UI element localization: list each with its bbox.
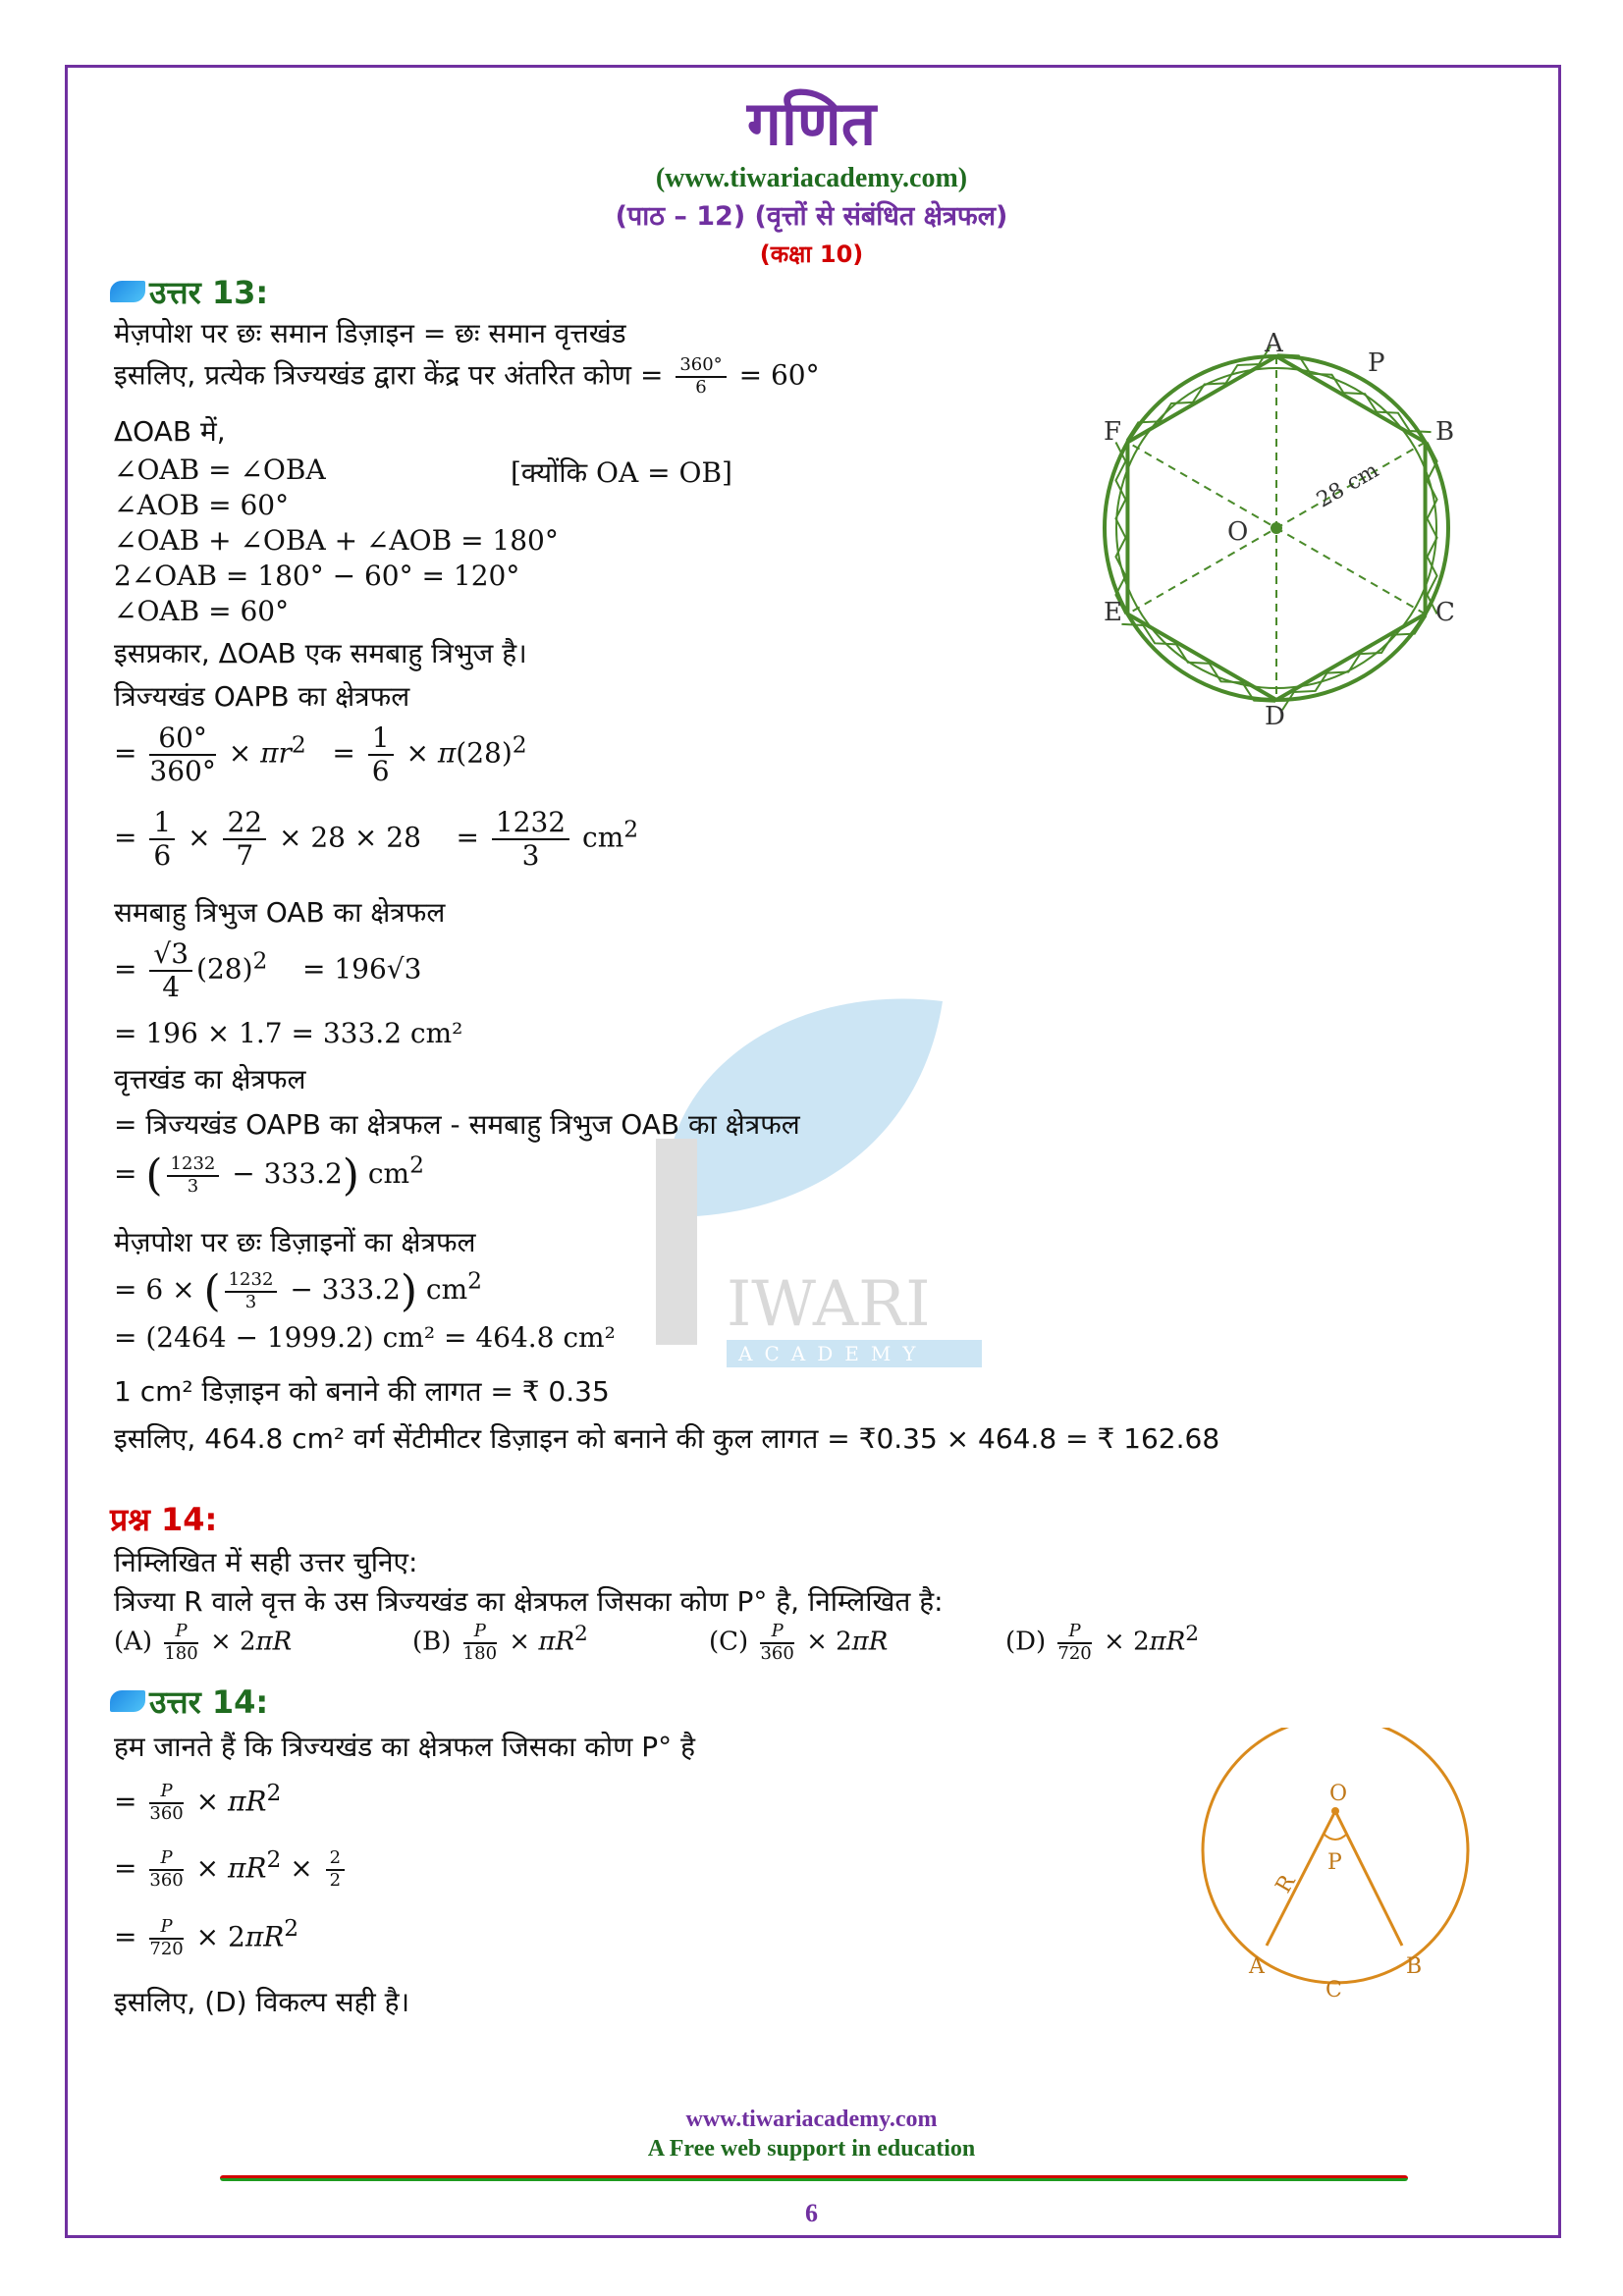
answer-14-heading: उत्तर 14: <box>110 1681 268 1723</box>
a13-line-1: मेज़पोश पर छः समान डिज़ाइन = छः समान वृत्तखंड <box>114 317 626 349</box>
option-c: (C) $\frac{P}{360}$ × 2πR <box>709 1621 889 1664</box>
chapter-title: (पाठ – 12) (वृत्तों से संबंधित क्षेत्रफल) <box>615 201 1008 232</box>
a14-step-2: = $\frac{P}{360}$ × $\pi R^2$ × $\frac{2}{2}$ <box>114 1845 349 1892</box>
a13-reason: [क्योंकि OA = OB] <box>511 456 732 489</box>
a14-intro: हम जानते हैं कि त्रिज्यखंड का क्षेत्रफल जिसका कोण P° है <box>114 1731 695 1763</box>
a13-line-3: ΔOAB में, <box>114 415 226 448</box>
class-label: (कक्षा 10) <box>759 240 864 268</box>
a13-line-16: = (2464 − 1999.2) cm² = 464.8 cm² <box>114 1321 616 1354</box>
a13-line-10: त्रिज्यखंड OAPB का क्षेत्रफल <box>114 680 410 713</box>
option-a: (A) $\frac{P}{180}$ × 2πR <box>114 1621 293 1664</box>
sector-area-value: = $\frac{1}{6}$ × $\frac{22}{7}$ × 28 × 28 = $\frac{1232}{3}$ $cm^2$ <box>114 806 639 873</box>
label-B: B <box>1406 1954 1423 1979</box>
watermark-text: IWARI <box>727 1268 931 1341</box>
label-A: A <box>1249 1954 1265 1979</box>
segment-area-value: = ( $\frac{1232}{3}$ − 333.2) $cm^2$ <box>114 1150 424 1201</box>
a14-step-3: = $\frac{P}{720}$ × $2\pi R^2$ <box>114 1914 299 1959</box>
a13-line-15: मेज़पोश पर छः डिज़ाइनों का क्षेत्रफल <box>114 1226 476 1258</box>
label-B: B <box>1435 417 1455 447</box>
center-point <box>1272 524 1280 532</box>
a13-line-2: इसलिए, प्रत्येक त्रिज्यखंड द्वारा केंद्र पर अंतरित कोण = $\frac{360^\circ}{6}$ = 60° <box>114 354 820 398</box>
a13-line-8: ∠OAB = 60° <box>114 595 290 627</box>
label-D: D <box>1265 702 1285 731</box>
option-d: (D) $\frac{P}{720}$ × $2\pi R^2$ <box>1005 1621 1200 1664</box>
page-title: गणित <box>746 87 877 159</box>
a13-line-9: इसप्रकार, ΔOAB एक समबाहु त्रिभुज है। <box>114 637 527 669</box>
footer-website[interactable]: www.tiwariacademy.com <box>685 2107 938 2132</box>
a14-step-1: = $\frac{P}{360}$ × $\pi R^2$ <box>114 1779 282 1824</box>
a13-line-13: वृत्तखंड का क्षेत्रफल <box>114 1063 306 1095</box>
a13-line-12: = 196 × 1.7 = 333.2 cm² <box>114 1017 463 1049</box>
label-radius: 28 cm <box>1313 457 1383 513</box>
designs-area-formula: = 6 × ( $\frac{1232}{3}$ − 333.2) $cm^2$ <box>114 1266 482 1316</box>
watermark-subtext: ACADEMY <box>738 1342 928 1365</box>
a13-line-5: ∠AOB = 60° <box>114 489 290 521</box>
label-R: R <box>1271 1871 1301 1897</box>
a13-line-14: = त्रिज्यखंड OAPB का क्षेत्रफल - समबाहु त्रिभुज OAB का क्षेत्रफल <box>114 1108 800 1141</box>
label-P: P <box>1368 348 1385 378</box>
footer-tagline: A Free web support in education <box>647 2136 976 2162</box>
a13-line-17: 1 cm² डिज़ाइन को बनाने की लागत = ₹ 0.35 <box>114 1375 610 1408</box>
label-O: O <box>1329 1782 1348 1806</box>
tiwari-logo-icon <box>110 281 145 302</box>
tiwari-logo-icon <box>110 1690 145 1712</box>
triangle-area-formula: = $\frac{√3}{4}$ $(28)^2$ = 196√3 <box>114 937 422 1004</box>
sector-area-formula: = $\frac{60^\circ}{360^\circ}$ × $\pi r^2$ = $\frac{1}{6}$ × $\pi(28)^2$ <box>114 721 527 788</box>
a13-line-11: समबाहु त्रिभुज OAB का क्षेत्रफल <box>114 896 446 929</box>
q14-text: त्रिज्या R वाले वृत्त के उस त्रिज्यखंड का क्षेत्रफल जिसका कोण P° है, निम्लिखित है: <box>114 1585 944 1618</box>
a13-line-18: इसलिए, 464.8 cm² वर्ग सेंटीमीटर डिज़ाइन को बनाने की कुल लागत = ₹0.35 × 464.8 = ₹ 162.68 <box>114 1422 1220 1455</box>
answer-13-heading: उत्तर 13: <box>110 271 268 313</box>
header-website[interactable]: (www.tiwariacademy.com) <box>655 163 968 193</box>
page-number: 6 <box>805 2199 818 2227</box>
label-C: C <box>1325 1978 1342 2002</box>
a13-line-7: 2∠OAB = 180° − 60° = 120° <box>114 560 520 592</box>
label-C: C <box>1435 598 1455 627</box>
a13-line-6: ∠OAB + ∠OBA + ∠AOB = 180° <box>114 524 559 557</box>
label-O: O <box>1227 517 1249 547</box>
q14-instruction: निम्लिखित में सही उत्तर चुनिए: <box>114 1546 418 1578</box>
a14-conclusion: इसलिए, (D) विकल्प सही है। <box>114 1986 410 2018</box>
fraction-360-6: $\frac{360^\circ}{6}$ <box>676 355 726 398</box>
label-E: E <box>1104 598 1122 627</box>
sector-circle-figure <box>1188 1728 1483 2002</box>
tiwari-watermark-logo <box>628 962 1001 1374</box>
question-14-heading: प्रश्न 14: <box>110 1501 218 1538</box>
label-P: P <box>1327 1850 1342 1875</box>
label-F: F <box>1104 417 1122 447</box>
a13-line-4: ∠OAB = ∠OBA <box>114 454 326 486</box>
hexagon-tablecloth-figure <box>1090 324 1463 736</box>
label-A: A <box>1265 329 1283 358</box>
option-b: (B) $\frac{P}{180}$ × $\pi R^2$ <box>412 1621 588 1664</box>
footer-divider <box>220 2175 1408 2181</box>
